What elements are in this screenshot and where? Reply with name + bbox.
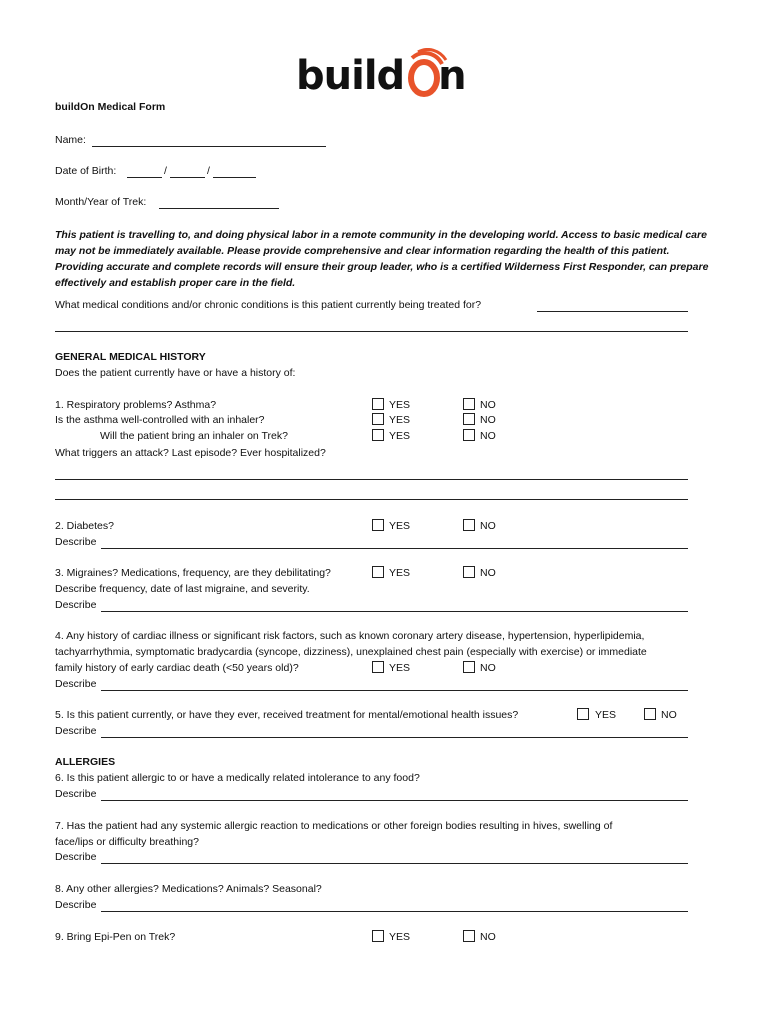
- q8-other-allergies: 8. Any other allergies? Medications? Animals? Seasonal?: [55, 883, 322, 895]
- q7-systemic-reaction-line1: 7. Has the patient had any systemic allergic reaction to medications or other foreign bodies resulting in hives, swelling of: [55, 820, 613, 832]
- q7-systemic-reaction-line2: face/lips or difficulty breathing?: [55, 836, 199, 848]
- current-conditions-question: What medical conditions and/or chronic conditions is this patient currently being treated for?: [55, 299, 482, 311]
- general-history-heading: GENERAL MEDICAL HISTORY: [55, 351, 206, 363]
- dob-separator-2: /: [207, 165, 210, 177]
- trek-label: Month/Year of Trek:: [55, 196, 147, 208]
- current-conditions-field[interactable]: [537, 311, 688, 312]
- current-conditions-field-2[interactable]: [55, 331, 688, 332]
- q3-migraines: 3. Migraines? Medications, frequency, are they debilitating?: [55, 567, 331, 579]
- general-history-subheading: Does the patient currently have or have a history of:: [55, 367, 296, 379]
- q1-answer-line-2[interactable]: [55, 499, 688, 500]
- q2-yes-checkbox[interactable]: [372, 519, 384, 531]
- q5-yes-checkbox[interactable]: [577, 708, 589, 720]
- q1-inhaler-no-label: NO: [480, 430, 496, 442]
- q4-yes-label: YES: [389, 662, 411, 674]
- q1-answer-line-1[interactable]: [55, 479, 688, 480]
- q1-inhaler-yes-label: YES: [389, 430, 411, 442]
- dob-day-field[interactable]: [170, 177, 205, 178]
- dob-separator-1: /: [164, 165, 167, 177]
- q5-mental-health: 5. Is this patient currently, or have they ever, received treatment for mental/emotional health issues?: [55, 709, 519, 721]
- q2-diabetes: 2. Diabetes?: [55, 520, 114, 532]
- q6-describe-field[interactable]: [101, 800, 688, 801]
- q2-describe-label: Describe: [55, 536, 97, 548]
- name-field[interactable]: [92, 146, 326, 147]
- q3-yes-label: YES: [389, 567, 411, 579]
- q3-no-label: NO: [480, 567, 496, 579]
- dob-label: Date of Birth:: [55, 165, 117, 177]
- q1-no-checkbox[interactable]: [463, 398, 475, 410]
- q3-describe-label: Describe: [55, 599, 97, 611]
- name-label: Name:: [55, 134, 86, 146]
- q5-describe-field[interactable]: [101, 737, 688, 738]
- q3-no-checkbox[interactable]: [463, 566, 475, 578]
- q9-yes-checkbox[interactable]: [372, 930, 384, 942]
- dob-year-field[interactable]: [213, 177, 256, 178]
- q4-cardiac-line1: 4. Any history of cardiac illness or significant risk factors, such as known coronary artery disease, hypertension, hyperlipidemia,: [55, 630, 645, 642]
- q9-no-checkbox[interactable]: [463, 930, 475, 942]
- logo-text-left: build: [296, 53, 405, 99]
- q6-describe-label: Describe: [55, 788, 97, 800]
- logo-o-mark: [402, 48, 450, 102]
- q1-asthma-controlled: Is the asthma well-controlled with an inhaler?: [55, 414, 265, 426]
- q5-no-checkbox[interactable]: [644, 708, 656, 720]
- q8-describe-label: Describe: [55, 899, 97, 911]
- q5-yes-label: YES: [595, 709, 617, 721]
- q8-describe-field[interactable]: [101, 911, 688, 912]
- q2-yes-label: YES: [389, 520, 411, 532]
- logo-text-right: n: [438, 53, 466, 99]
- q1-controlled-no-checkbox[interactable]: [463, 413, 475, 425]
- q7-describe-label: Describe: [55, 851, 97, 863]
- q1-no-label: NO: [480, 399, 496, 411]
- buildon-logo: [296, 46, 476, 102]
- q1-bring-inhaler: Will the patient bring an inhaler on Trek?: [100, 430, 288, 442]
- q5-no-label: NO: [661, 709, 677, 721]
- q4-no-label: NO: [480, 662, 496, 674]
- q1-yes-label: YES: [389, 399, 411, 411]
- q4-cardiac-line2: tachyarrhythmia, symptomatic bradycardia (syncope, dizziness), unexplained chest pain (especially with exercise) or immediate: [55, 646, 647, 658]
- q4-describe-label: Describe: [55, 678, 97, 690]
- q2-describe-field[interactable]: [101, 548, 688, 549]
- q3-yes-checkbox[interactable]: [372, 566, 384, 578]
- q1-inhaler-no-checkbox[interactable]: [463, 429, 475, 441]
- q9-epi-pen: 9. Bring Epi-Pen on Trek?: [55, 931, 176, 943]
- q6-food-allergy: 6. Is this patient allergic to or have a medically related intolerance to any food?: [55, 772, 420, 784]
- q1-controlled-no-label: NO: [480, 414, 496, 426]
- intro-paragraph: This patient is travelling to, and doing physical labor in a remote community in the developing world. Access to basic medical care may not be immediately available. Please provide comprehensive and clear information regarding the health of this patient. Providing accurate and complete records will ensure their group leader, who is a certified Wilderness First Responder, can prepare effectively and establish proper care in the field.: [55, 229, 709, 289]
- q1-controlled-yes-checkbox[interactable]: [372, 413, 384, 425]
- q2-no-label: NO: [480, 520, 496, 532]
- q1-controlled-yes-label: YES: [389, 414, 411, 426]
- form-title: buildOn Medical Form: [55, 101, 166, 113]
- allergies-heading: ALLERGIES: [55, 756, 116, 768]
- q4-yes-checkbox[interactable]: [372, 661, 384, 673]
- q7-describe-field[interactable]: [101, 863, 688, 864]
- q2-no-checkbox[interactable]: [463, 519, 475, 531]
- q1-respiratory: 1. Respiratory problems? Asthma?: [55, 399, 217, 411]
- dob-month-field[interactable]: [127, 177, 162, 178]
- q3-describe-field[interactable]: [101, 611, 688, 612]
- q9-yes-label: YES: [389, 931, 411, 943]
- trek-field[interactable]: [159, 208, 279, 209]
- q1-triggers: What triggers an attack? Last episode? Ever hospitalized?: [55, 447, 326, 459]
- q4-cardiac-line3: family history of early cardiac death (<50 years old)?: [55, 662, 299, 674]
- q5-describe-label: Describe: [55, 725, 97, 737]
- q3-describe-frequency: Describe frequency, date of last migraine, and severity.: [55, 583, 310, 595]
- q1-inhaler-yes-checkbox[interactable]: [372, 429, 384, 441]
- q9-no-label: NO: [480, 931, 496, 943]
- q1-yes-checkbox[interactable]: [372, 398, 384, 410]
- q4-no-checkbox[interactable]: [463, 661, 475, 673]
- q4-describe-field[interactable]: [101, 690, 688, 691]
